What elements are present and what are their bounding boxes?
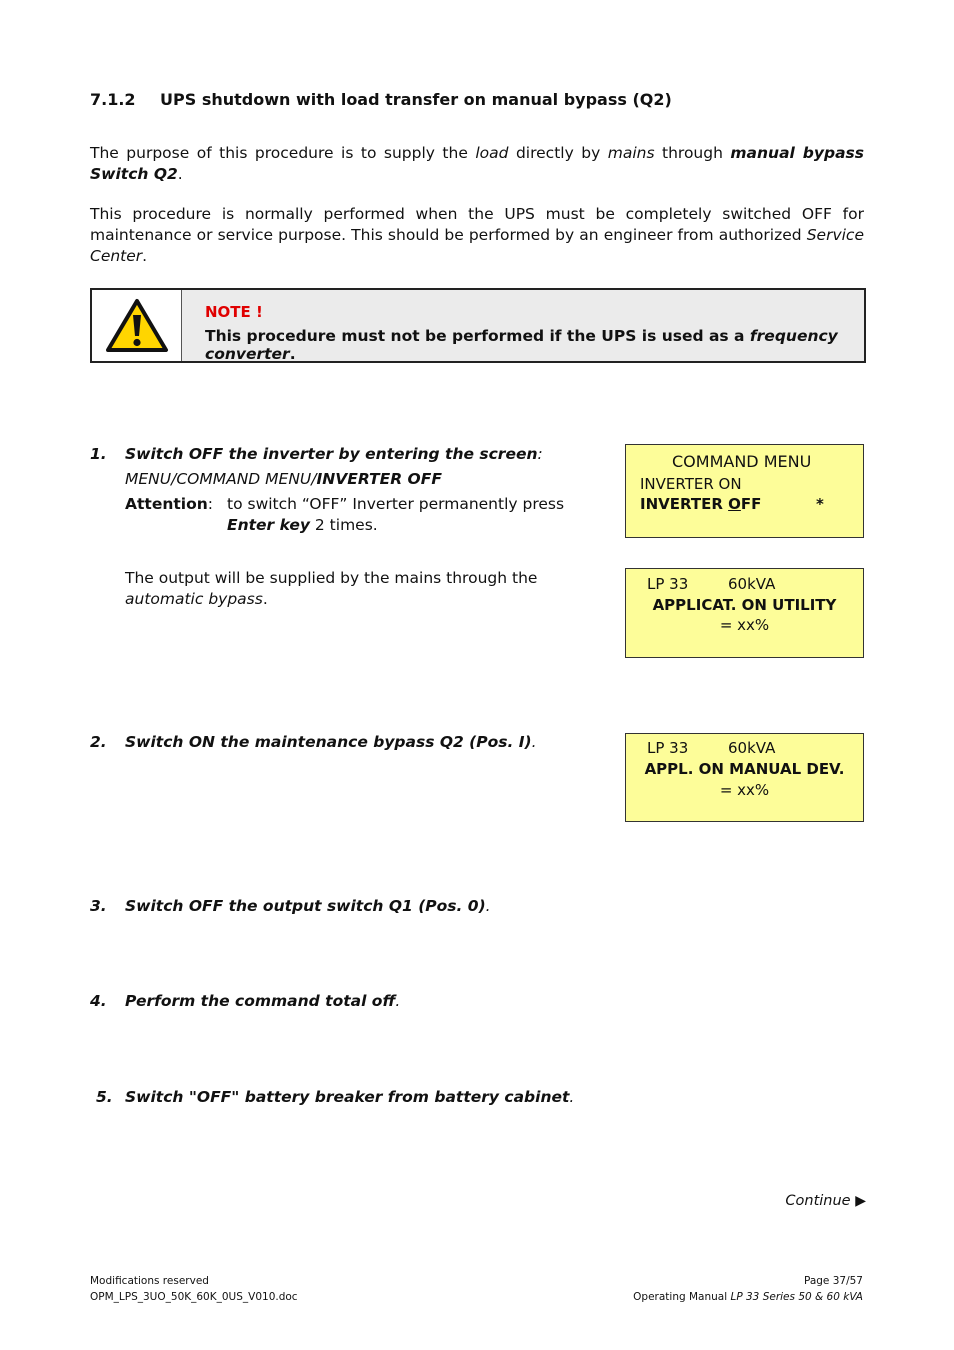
p1-seg: directly by bbox=[508, 144, 608, 162]
menu-path bbox=[125, 469, 602, 490]
attention-colon: : bbox=[207, 495, 214, 513]
step-suffix: . bbox=[395, 992, 401, 1010]
p2-seg: This procedure is normally performed when the UPS must be completely switched OFF for maintenance or service purpose. This should be performed by an engineer from authorized bbox=[90, 205, 864, 244]
continue-label: Continue bbox=[785, 1193, 851, 1209]
step-number: 2. bbox=[90, 733, 107, 751]
lcd-line-2b: FF bbox=[740, 495, 762, 513]
step-text: Switch OFF the output switch Q1 (Pos. 0) bbox=[125, 897, 486, 915]
attention-pre: to switch “OFF” Inverter permanently press bbox=[227, 495, 565, 513]
lcd-selection-marker: * bbox=[816, 495, 824, 513]
lcd-utility-status bbox=[625, 568, 864, 658]
p2-seg: Service Center bbox=[90, 226, 864, 265]
step-1 bbox=[90, 444, 602, 536]
section-heading bbox=[90, 90, 672, 109]
lcd-status: APPL. ON MANUAL DEV. bbox=[644, 760, 845, 778]
step-5 bbox=[96, 1087, 596, 1108]
warning-icon bbox=[105, 298, 169, 354]
attention-label bbox=[125, 494, 213, 515]
manual-name-pre: Operating Manual bbox=[633, 1291, 731, 1303]
step-number: 5. bbox=[96, 1088, 113, 1106]
page-number: Page 37/57 bbox=[803, 1275, 863, 1287]
lcd-cursor-char: O bbox=[728, 495, 741, 513]
p1-seg: . bbox=[177, 165, 183, 183]
footer-right bbox=[633, 1273, 863, 1305]
lcd-title: COMMAND MENU bbox=[672, 452, 812, 471]
lcd-load: = xx% bbox=[719, 781, 770, 799]
menu-path-bold: INVERTER OFF bbox=[316, 470, 442, 488]
lcd-power: 60kVA bbox=[728, 739, 776, 757]
step-suffix: . bbox=[569, 1088, 575, 1106]
note-text-em: frequency converter bbox=[205, 327, 838, 363]
manual-name bbox=[633, 1289, 863, 1305]
step-number: 3. bbox=[90, 897, 107, 915]
p2-seg: . bbox=[142, 247, 148, 265]
lcd-status: APPLICAT. ON UTILITY bbox=[652, 596, 837, 614]
output-em: automatic bypass bbox=[125, 590, 263, 608]
step-number: 4. bbox=[90, 992, 107, 1010]
menu-path-pre: MENU/COMMAND MENU/ bbox=[125, 470, 317, 488]
lcd-line-2 bbox=[640, 494, 761, 515]
step-1-text bbox=[125, 444, 602, 465]
lcd-power: 60kVA bbox=[728, 575, 776, 593]
lcd-line-1: INVERTER ON bbox=[640, 475, 742, 493]
step-3 bbox=[90, 896, 590, 917]
manual-name-em: LP 33 Series 50 & 60 kVA bbox=[730, 1291, 863, 1303]
attention-text bbox=[227, 494, 599, 536]
step-text: Switch "OFF" battery breaker from battery cabinet bbox=[125, 1088, 570, 1106]
step-text: Switch ON the maintenance bypass Q2 (Pos. I) bbox=[125, 733, 532, 751]
lcd-model: LP 33 bbox=[647, 739, 689, 757]
note-box bbox=[90, 288, 866, 363]
lcd-line-2a: INVERTER bbox=[640, 495, 729, 513]
enter-key-label: Enter key bbox=[227, 516, 310, 534]
p1-seg: through bbox=[654, 144, 731, 162]
step-suffix: . bbox=[485, 897, 491, 915]
lcd-model: LP 33 bbox=[647, 575, 689, 593]
output-post: . bbox=[262, 590, 268, 608]
step-text: Switch OFF the inverter by entering the screen bbox=[125, 445, 538, 463]
continue-indicator bbox=[785, 1193, 866, 1209]
step-suffix: : bbox=[537, 445, 543, 463]
p1-seg: mains bbox=[607, 144, 655, 162]
p1-seg: The purpose of this procedure is to supply the bbox=[90, 144, 476, 162]
step-number: 1. bbox=[90, 445, 107, 463]
step-4 bbox=[90, 991, 590, 1012]
footer-notice: Modifications reserved bbox=[90, 1275, 209, 1287]
lcd-load: = xx% bbox=[719, 616, 770, 634]
intro-paragraph-1 bbox=[90, 143, 864, 185]
output-pre: The output will be supplied by the mains through the bbox=[125, 569, 538, 587]
attention-block bbox=[125, 494, 602, 536]
step-2 bbox=[90, 732, 590, 753]
footer-filename: OPM_LPS_3UO_50K_60K_0US_V010.doc bbox=[90, 1291, 298, 1303]
lcd-manual-bypass-status bbox=[625, 733, 864, 822]
p1-seg: manual bypass Switch Q2 bbox=[90, 144, 865, 183]
section-title: UPS shutdown with load transfer on manual bypass (Q2) bbox=[160, 90, 672, 109]
play-arrow-icon: ▶ bbox=[855, 1193, 866, 1209]
output-note bbox=[125, 568, 600, 610]
lcd-command-menu bbox=[625, 444, 864, 538]
footer-left bbox=[90, 1273, 298, 1305]
attention-post: 2 times. bbox=[309, 516, 378, 534]
step-text: Perform the command total off bbox=[125, 992, 396, 1010]
section-number: 7.1.2 bbox=[90, 90, 136, 109]
note-text-post: . bbox=[289, 345, 296, 363]
step-suffix: . bbox=[531, 733, 537, 751]
attention-word: Attention bbox=[125, 495, 208, 513]
warning-icon-cell bbox=[92, 290, 182, 361]
note-text bbox=[205, 327, 864, 363]
intro-paragraph-2 bbox=[90, 204, 864, 267]
p1-seg: load bbox=[475, 144, 509, 162]
note-title: NOTE ! bbox=[205, 303, 263, 321]
note-text-pre: This procedure must not be performed if the UPS is used as a bbox=[205, 327, 750, 345]
